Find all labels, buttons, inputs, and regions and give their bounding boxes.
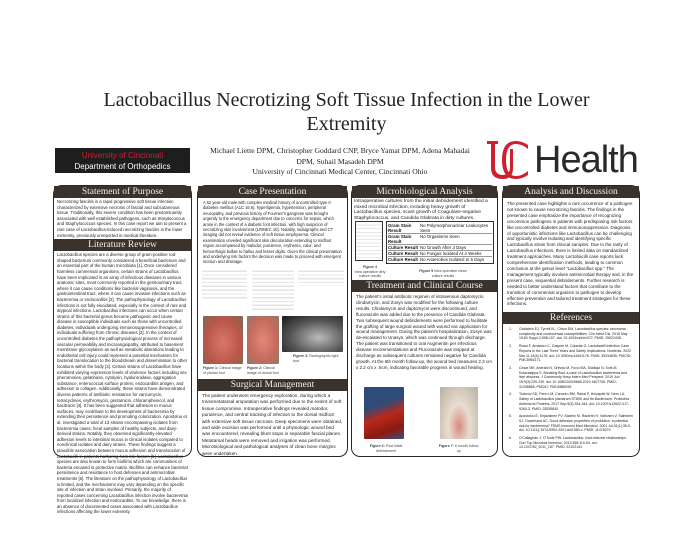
analysis-text: The presented case highlights a rare occurrence of a pathogen not known to cause necrotizing fasciitis. The findings in the presented case emphasize the importance of recognizing uncommon pathogens in patients with predisposing risk factors like uncontrolled diabetes and immunosuppression. Diagnosis of opportunistic infections like Lactobacillus can be challenging and typically involve isolating and identifying specific Lactobacillus strain from clinical samples. Due to the rarity of Lactobacillus infections, there is limited data on standardized treatment approaches. Many Lactobacilli case reports lack comprehensive identification methods, leading to common conclusion at the genus level "Lactobacillus spp." The management typically involves antimicrobial therapy and, in the present case, sequential debridements. Further research is needed to better understand factors that contribute to the transition of commensal organism to pathogen to develop effective prevention and tailored treatment strategies for these infections. (507, 201, 634, 307)
reference-item: 5. Apostolou E, Kirjavainen PV, Saxelin M, Rautelin H, Valtonen V, Salminen SJ, Ouwehand AC. Good adhesion properties of probiotics: a potential risk for bacteremia? FEMS Immunol Med Microbiol. 2001 Jul;31(1):35-9. doi: 10.1111/j.1574-695X.2001.tb01583.x. PMID: 11476979. (509, 414, 634, 433)
column-micro-treatment (351, 185, 498, 457)
micro-heading: Microbiological Analysis (352, 186, 497, 198)
reference-item: 6. O'Callaghan J, O'Toole PW. Lactobacillus: host-microbe relationships. Curr Top Microbiol Immunol. 2013;358:119-54. doi: 10.1007/82_2011_187. PMID: 22102141. (509, 436, 627, 450)
figure-6-caption: Figure 6: Post initial debridement (369, 444, 403, 453)
figure-7-image (440, 387, 478, 439)
health-wordmark: Health (534, 138, 638, 181)
column-case-surgical (197, 185, 348, 457)
culture-row: Culture Result No Fungus Isolated At 4 Weeks (388, 251, 492, 257)
treatment-text: The patient's initial antibiotic regimen of intravenous daptomycin, clindamycin, and Zosyn was modified for the following culture results. Clindamycin and daptomycin were discontinued, and fluconazole was added due to the presence of Candida Glabrata. Two subsequent wound debridements were performed to facilitate the grafting of large surgical wound with wound vac application for wound management. During the patient's hospitalization, Zosyn was de-escalated to Unasyn, which was continued through discharge. The patient was transitioned to oral Augmentin per infectious disease recommendations and Fluconazole was stopped at discharge as subsequent cultures remained negative for Candida growth. At the 6th month follow-up, the wound bed measures 2.3 cm x 2.2 cm x .5cm, indicating favorable progress in wound healing. (356, 294, 492, 370)
uc-logo-icon (484, 139, 530, 181)
purpose-text: Necrotizing fasciitis is a rapid progressive soft tissue infection characterized by extensive necrosis of fascial and subcutaneous tissue. Traditionally, this severe condition has been predominantly associated with well established pathogens, such as Streptococcus and Staphylococcus species. In this case report we aim to present a rare case of Lactobacillus-induced necrotizing fasciitis in the lower extremity, previously unreported in medical literature. (57, 199, 187, 238)
university-name: University of Cincinnati (81, 151, 164, 160)
culture-row: Gram Stain Result No Polymorphonuclear Leukocytes Seen (388, 223, 492, 234)
references-heading: References (503, 312, 639, 324)
surgical-section (198, 379, 347, 459)
figure-3-caption: Figure 3: Radiographic right foot (293, 354, 339, 363)
reference-item: 1. Goldstein EJ, Tyrrell KL, Citron DM. Lactobacillus species: taxonomic complexity and controversial susceptibilities. Clin Infect Dis. 2015 May 15;60 Suppl 2:S98-107. doi: 10.1093/cid/civ072. PMID: 25922408. (509, 327, 628, 341)
institution: University of Cincinnati Medical Center, Cincinnati Ohio (252, 167, 428, 176)
figure-5-table (386, 221, 494, 264)
treatment-section (352, 280, 497, 373)
figure-2-caption: Figure 2: Clinical image of dorsal foot (247, 366, 279, 375)
lab-table-3 (298, 268, 344, 286)
figure-1-image (203, 316, 243, 364)
authors: Michael Liette DPM, Christopher Goddard CNP, Bryce Yamat DPM, Adena Mahadai DPM, Suhail Masadeh DPM (210, 146, 470, 166)
reference-item: 3. Cesar ME, Aherahi N, Ortholo M, Fucci MA, Siddiqui N, Sofs M, Kolavalappa S. Breaking Bad: a case of Lactobacillus bacteremia and liver abscess. J Community Hosp Intern Med Perspect. 2019 Jun 19;9(3):239-239. doi: 10.1080/20009666.2019.1607706. PMID: 31258868; PMCID: PMC6586095. (509, 365, 627, 389)
figure-4-table (355, 221, 383, 261)
surgical-text: The patient underwent emergency exploration, during which a transmetatarsal amputation was performed due to the extent of soft tissue compromise. Intraoperative findings revealed malodor, purulence, and central tracking of infection to the dorsal midfoot with extensive soft tissue necrosis. Deep specimens were obtained, and wide excision was performed until a physiologic wound bed was encountered, revealing blunt stops in separable fascial planes. Metatarsal heads were removed and irrigation was performed. Microbiological and pathological analyses of clean bone margins were undertaken. (202, 393, 343, 456)
figure-5-caption: Figure 5 Intra operative clean culture results (419, 269, 467, 278)
figure-4-caption: Figure 4 Intra operative dirty culture results (354, 265, 386, 278)
treatment-heading: Treatment and Clinical Course (352, 280, 497, 292)
literature-text: Lactobacillus species are a diverse group of gram-positive rod-shaped bacterium commonly considered a beneficial bacterium and an essential part of the human microbiota [1]. Once considered harmless commensal organisms, certain strains of Lactobacillus have been implicated in an array of infectious diseases in various anatomic sites, most commonly reported in the genitourinary tract, where it can cause conditions like bacterial vaginosis, and the gastrointestinal tract, where it can cause invasive infections such as bacteremia or endocarditis [2]. The pathophysiology of Lactobacillus infections is not fully elucidated, especially in the context of rare and atypical infections. Lactobacillus infections can occur when certain strains of this bacterial genus become pathogenic and cause disease in susceptible individuals such as those with uncontrolled diabetes, individuals undergoing immunosuppressive therapies, or individuals suffering from chronic diseases [2]. In the context of uncontrolled diabetes the pathophysiological process of increased vascular permeability and microangiopathy, attributed to basement membrane glycosylation as well as metabolic alterations leading to endothelial cell injury could represent a potential mechanism for bacterial translocation to the bloodstream and dissemination to other locations within the body [3]. Certain strains of Lactobacillus have exhibited varying expression levels of virulence factors including sex pheromones, gelatinase, cytolysin, hyaluronidase, aggregation substance, enterococcal surface protein, endocarditis antigen, and adhesion to collagen. Additionally, these strains have demonstrated diverse patterns of antibiotic resistance for vancomycin, tetracyclines, erythromycin, gentamicin, chloramphenicol, and bacitracin [4]. It has been suggested that adhesion to mucus surfaces, may contribute to the development of bacteremia by extending their persistence and promoting colonization. Apostolou et al. investigated a total of 13 strains encompassing isolates from bacteremia cases, fecal samples of healthy subjects, and dairy-derived strains. Notably, they observed significantly elevated adhesion levels to intestinal mucus in clinical isolates compared to nonclinical isolates and dairy strains. These findings suggest a plausible association between mucus adhesion and translocation of Lactobacilli in patients harboring host risk factors [5]. Lactobacillus species are also known to form biofilms which are communities of bacteria encased in protective matrix. Biofilms can enhance bacterial persistence and resistance to host defenses and antimicrobial treatments [6]. The literature on the pathophysiology of Lactobacillus is limited, and the mechanisms may vary depending on the specific site of infection and strain involved. Primarily, the majority of reported cases concerning Lactobacillus infection involve bacteremia from localized infection and endocarditis. To our knowledge, there is an absence of documented cases associated with Lactobacillus infections affecting the lower extremity. (57, 252, 188, 515)
culture-row: Culture Result No Anaerobes Isolated In 5 Days (388, 257, 485, 262)
figure-7-caption: Figure 7: 6 month follow-up (438, 444, 480, 453)
culture-row: Gram Stain Result No Organisms Seen (388, 234, 492, 245)
analysis-heading: Analysis and Discussion (503, 186, 639, 198)
micro-text: Intraoperative cultures from the initial debridement identified a mixed microbial infection, including heavy growth of Lactobacillus species, scant growth of Coagulase-negative Staphylococcus, and Candida Glabrata in dirty cultures. (354, 199, 488, 221)
culture-row: Culture Result No Growth After 3 Days (388, 245, 492, 251)
lab-table-2 (252, 268, 294, 310)
uc-health-logo (484, 138, 649, 182)
surgical-heading: Surgical Management (198, 379, 347, 391)
figure-1-caption: Figure 1: Clinical image of plantar foot (203, 366, 242, 375)
figure-2-image (247, 316, 279, 364)
lab-table-1 (202, 268, 247, 300)
poster-title: Lactobacillus Necrotizing Soft Tissue Infection in the Lower Extremity (103, 89, 590, 135)
case-text: A 52 year-old male with complex medical history of uncontrolled type II diabetes mellitus (A1C 16.6), hyperlipemia, hypertension, peripheral neuropathy, and previous history of Fournier's gangrene was brought urgently to the emergency department due to concerns for sepsis, which arose in the context of a diabetic foot infection, with high suspicion of necrotizing skin involvement (LRINEC 10). Notably, radiographs and CT imaging did not reveal evidence of soft tissue emphysema. Clinical examination unveiled significant skin discoloration extending to midfoot region accompanied by malodor, purulence, erythema, calor, and hemorrhagic bullae to hallux and lesser digits. Given the clinical presentation and underlying risk factors the decision was made to proceed with emergent incision and drainage. (203, 200, 342, 265)
reference-item: 4. Todorov SD, Perin LM, Carneiro BM, Rahal P, Holzapfel W, Nero LA. Safety of Lactobacillus plantarum ST8Sh and Its Bacteriocin. Probiotics Antimicrob Proteins. 2017 Sep;9(3):334-344. doi: 10.1007/s12602-017-9260-3. PMID: 28255840. (509, 392, 630, 411)
figure-6-image (364, 387, 404, 439)
literature-heading: Literature Review (54, 239, 191, 251)
column-purpose-literature (53, 185, 192, 515)
column-analysis-references (502, 185, 640, 457)
department-badge (55, 148, 190, 173)
case-heading: Case Presentation (198, 186, 347, 198)
authors-block (205, 146, 475, 178)
department-name: Department of Orthopedics (74, 162, 171, 171)
purpose-heading: Statement of Purpose (54, 186, 191, 198)
figure-3-image (282, 316, 343, 352)
reference-item: 2. Rossi F, Amadoro C, Gasperi M, Colavita G. Lactobacilli Infection Case Reports in the Last Three Years and Safety Implications. Nutrients. 2022 Mar 11;14(6):1178. doi: 10.3390/nu14061178. PMID: 35334835; PMCID: PMC8954171. (509, 344, 632, 363)
references-section (503, 312, 639, 450)
